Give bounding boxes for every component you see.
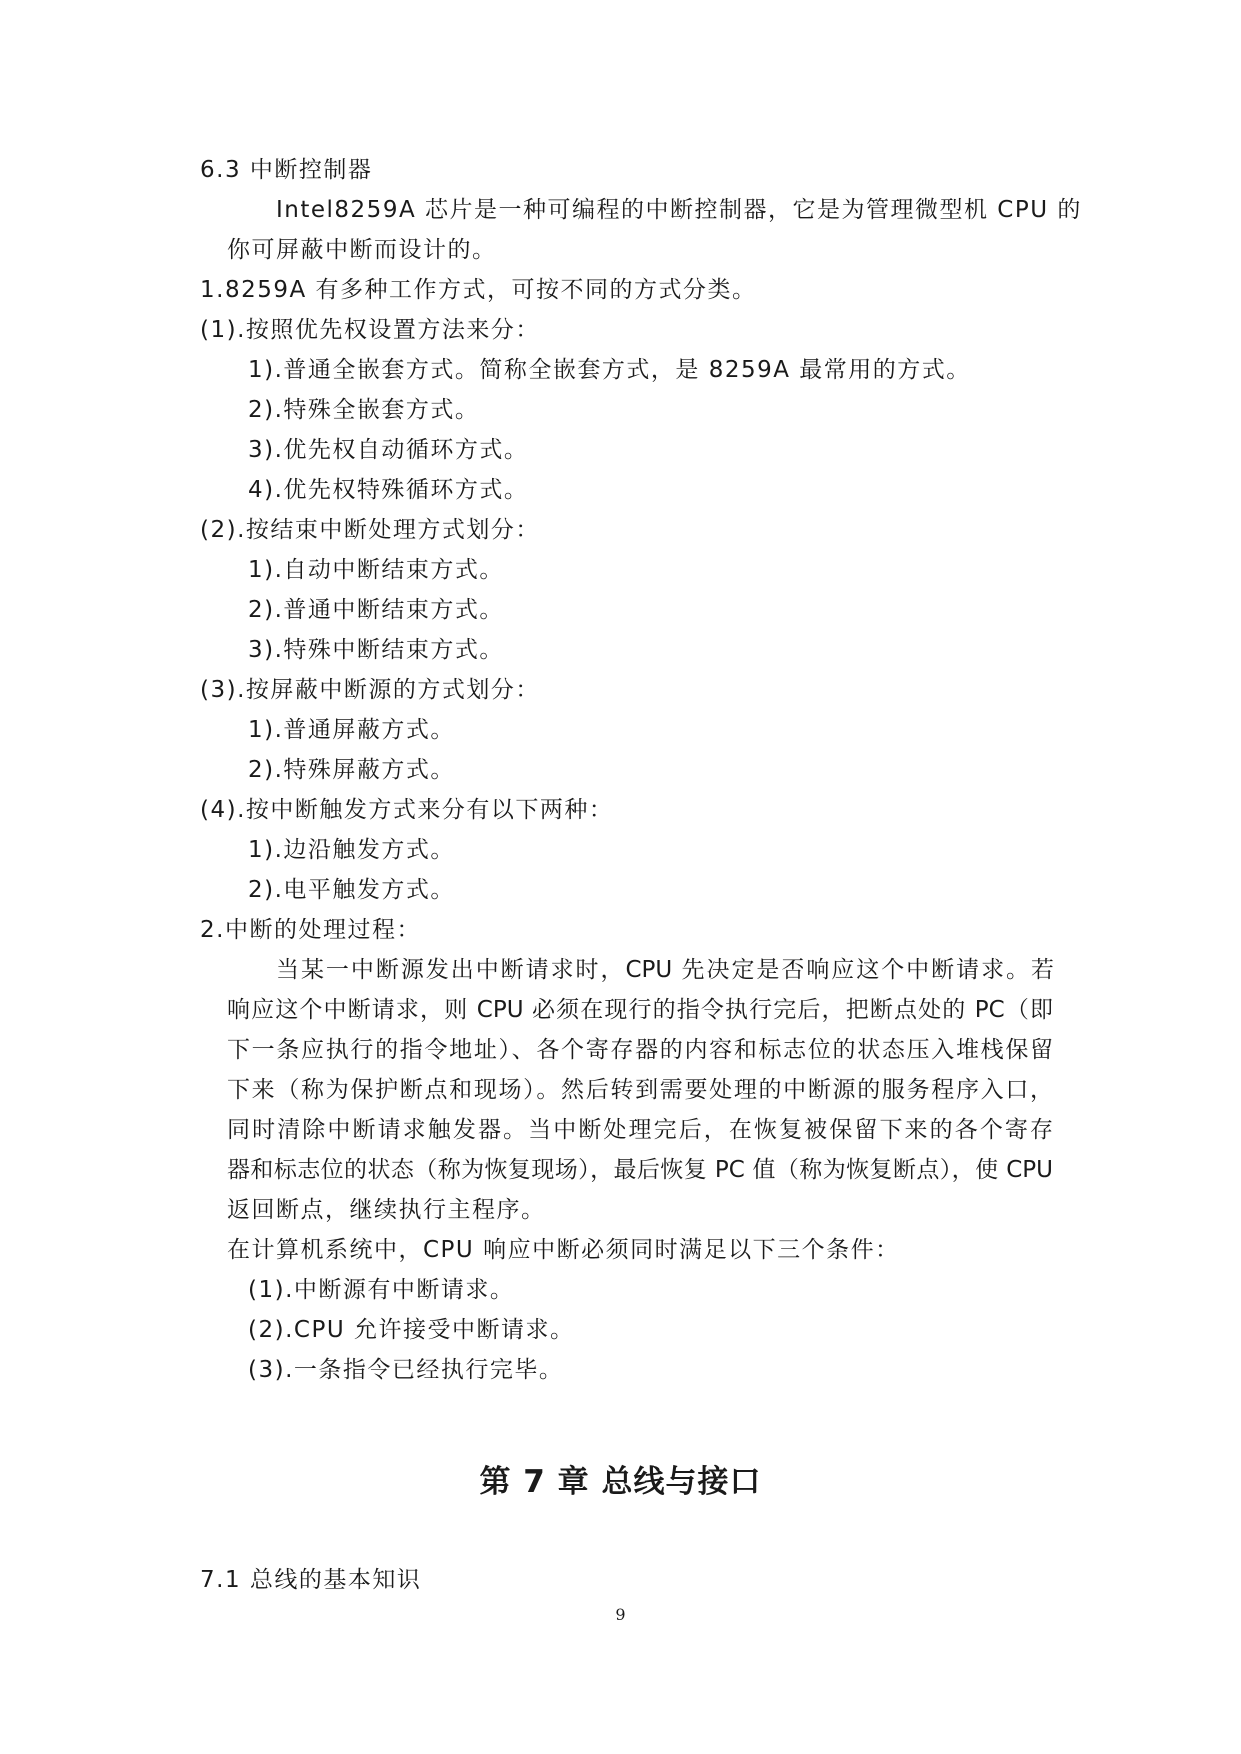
process-paragraph-line: 器和标志位的状态（称为恢复现场），最后恢复 PC 值（称为恢复断点），使 CPU [227, 1157, 1053, 1183]
chapter-title: 第 7 章 总线与接口 [479, 1464, 762, 1500]
group-3-item: 2).特殊屏蔽方式。 [248, 757, 455, 783]
conditions-intro: 在计算机系统中，CPU 响应中断必须同时满足以下三个条件： [227, 1237, 900, 1263]
group-3-heading: (3).按屏蔽中断源的方式划分： [200, 677, 540, 703]
group-2-item: 2).普通中断结束方式。 [248, 597, 504, 623]
point-1-title: 1.8259A 有多种工作方式，可按不同的方式分类。 [200, 277, 757, 303]
group-2-item: 3).特殊中断结束方式。 [248, 637, 504, 663]
process-paragraph-line: 返回断点，继续执行主程序。 [227, 1197, 546, 1223]
group-3-item: 1).普通屏蔽方式。 [248, 717, 455, 743]
process-paragraph-line: 同时清除中断请求触发器。当中断处理完后，在恢复被保留下来的各个寄存 [227, 1117, 1053, 1143]
group-1-item: 2).特殊全嵌套方式。 [248, 397, 480, 423]
intro-line-2: 你可屏蔽中断而设计的。 [227, 237, 497, 263]
point-2-title: 2.中断的处理过程： [200, 917, 421, 943]
group-1-heading: (1).按照优先权设置方法来分： [200, 317, 540, 343]
group-1-item: 1).普通全嵌套方式。简称全嵌套方式，是 8259A 最常用的方式。 [248, 357, 971, 383]
condition-item: (3).一条指令已经执行完毕。 [248, 1357, 564, 1383]
process-paragraph-line: 当某一中断源发出中断请求时，CPU 先决定是否响应这个中断请求。若 [276, 957, 1054, 983]
group-1-item: 3).优先权自动循环方式。 [248, 437, 529, 463]
subsection-title: 7.1 总线的基本知识 [200, 1567, 422, 1593]
group-2-heading: (2).按结束中断处理方式划分： [200, 517, 540, 543]
process-paragraph-line: 响应这个中断请求，则 CPU 必须在现行的指令执行完后，把断点处的 PC（即 [227, 997, 1053, 1023]
condition-item: (1).中断源有中断请求。 [248, 1277, 515, 1303]
group-4-heading: (4).按中断触发方式来分有以下两种： [200, 797, 614, 823]
group-1-item: 4).优先权特殊循环方式。 [248, 477, 529, 503]
condition-item: (2).CPU 允许接受中断请求。 [248, 1317, 575, 1343]
group-4-item: 2).电平触发方式。 [248, 877, 455, 903]
section-title: 6.3 中断控制器 [200, 157, 373, 183]
group-4-item: 1).边沿触发方式。 [248, 837, 455, 863]
intro-line-1: Intel8259A 芯片是一种可编程的中断控制器，它是为管理微型机 CPU 的 [276, 197, 1082, 223]
process-paragraph-line: 下一条应执行的指令地址）、各个寄存器的内容和标志位的状态压入堆栈保留 [227, 1037, 1053, 1063]
page-number: 9 [615, 1605, 626, 1624]
process-paragraph-line: 下来（称为保护断点和现场）。然后转到需要处理的中断源的服务程序入口， [227, 1077, 1053, 1103]
group-2-item: 1).自动中断结束方式。 [248, 557, 504, 583]
